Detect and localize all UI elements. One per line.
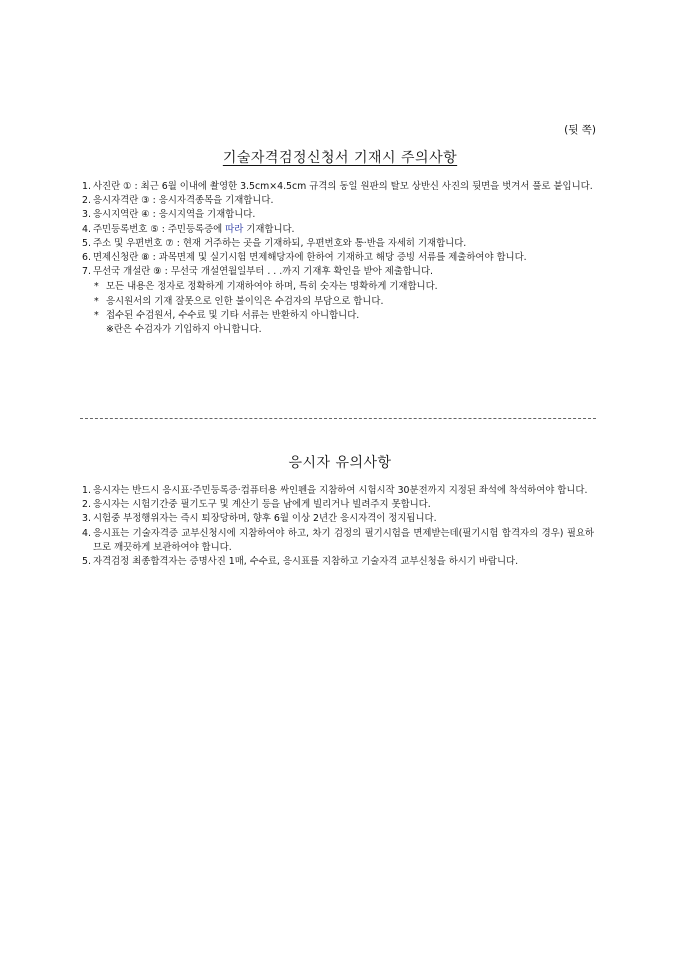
asterisk-mark: * xyxy=(94,281,99,293)
note-text: 모든 내용은 정자로 정확하게 기재하여야 하며, 특히 숫자는 명확하게 기재합니다. xyxy=(106,281,438,293)
item-number: 4. xyxy=(82,223,91,235)
item-number: 2. xyxy=(82,499,91,511)
list-item xyxy=(82,555,594,569)
list-item xyxy=(82,180,594,194)
item-text: 응시자격란 ③ : 응시자격종목을 기재합니다. xyxy=(93,195,274,207)
section-title-text: 기술자격검정신청서 기재시 주의사항 xyxy=(222,150,458,166)
item-text: 면제신청란 ⑧ : 과목면제 및 실기시험 면제해당자에 한하여 기재하고 해당 증빙 서류를 제출하여야 합니다. xyxy=(93,252,527,264)
list-item xyxy=(82,484,594,498)
item-number: 3. xyxy=(82,209,91,221)
item-number: 4. xyxy=(82,527,91,539)
section-title-instructions xyxy=(0,147,680,167)
dashed-divider xyxy=(80,418,596,419)
item-number: 6. xyxy=(82,252,91,264)
list-item xyxy=(82,194,594,208)
list-item xyxy=(82,512,594,526)
examinee-notes-list xyxy=(82,484,594,569)
list-item xyxy=(82,251,594,265)
note-item xyxy=(94,280,594,294)
page-reference: (뒷 쪽) xyxy=(564,124,596,136)
item-text: 무선국 개설란 ⑨ : 무선국 개설연월일부터 . . .까지 기재후 확인을 받아 제출합니다. xyxy=(93,266,433,278)
item-text: 사진란 ① : 최근 6월 이내에 촬영한 3.5cm×4.5cm 규격의 동일 원판의 탈모 상반신 사진의 뒷면을 벗겨서 풀로 붙입니다. xyxy=(93,181,593,192)
note-item xyxy=(94,295,594,309)
asterisk-mark: * xyxy=(94,295,99,307)
notes-block xyxy=(82,280,594,337)
item-number: 7. xyxy=(82,266,91,278)
item-number: 5. xyxy=(82,556,91,568)
item-number: 5. xyxy=(82,237,91,249)
item-text: 응시지역란 ④ : 응시지역을 기재합니다. xyxy=(93,209,256,221)
item-text-post: 기재합니다. xyxy=(243,223,295,235)
item-text: 응시자는 시험기간중 필기도구 및 계산기 등을 남에게 빌리거나 빌려주지 못합니다. xyxy=(93,499,431,511)
item-text: 응시자는 반드시 응시표·주민등록증·컴퓨터용 싸인펜을 지참하여 시험시작 30분전까지 지정된 좌석에 착석하여야 합니다. xyxy=(93,485,588,496)
list-item xyxy=(82,223,594,237)
list-item xyxy=(82,527,594,555)
footnote-text: ※란은 수검자가 기입하지 아니합니다. xyxy=(106,324,262,336)
instructions-list xyxy=(82,180,594,337)
note-item xyxy=(94,309,594,323)
list-item xyxy=(82,237,594,251)
highlighted-word: 따라 xyxy=(225,223,244,235)
item-number: 2. xyxy=(82,195,91,207)
item-number: 1. xyxy=(82,485,91,496)
footnote xyxy=(94,323,594,337)
list-item xyxy=(82,265,594,279)
item-text: 자격검정 최종합격자는 증명사진 1매, 수수료, 응시표를 지참하고 기술자격 교부신청을 하시기 바랍니다. xyxy=(93,556,519,568)
item-number: 1. xyxy=(82,181,91,192)
note-text: 접수된 수검원서, 수수료 및 기타 서류는 반환하지 아니합니다. xyxy=(106,309,360,321)
item-text: 응시표는 기술자격증 교부신청시에 지참하여야 하고, 차기 검정의 필기시험을 면제받는데(필기시험 합격자의 경우) 필요하므로 깨끗하게 보관하여야 합니다. xyxy=(93,527,594,553)
section-title-examinee-notes xyxy=(0,452,680,472)
note-text: 응시원서의 기재 잘못으로 인한 불이익은 수검자의 부담으로 합니다. xyxy=(106,295,384,307)
asterisk-mark: * xyxy=(94,309,99,321)
item-text-pre: 주민등록번호 ⑤ : 주민등록증에 xyxy=(93,223,226,235)
list-item xyxy=(82,498,594,512)
list-item xyxy=(82,208,594,222)
item-text: 주소 및 우편번호 ⑦ : 현재 거주하는 곳을 기재하되, 우편번호와 통·반을 자세히 기재합니다. xyxy=(93,237,467,249)
item-text xyxy=(93,223,594,237)
item-text: 시험중 부정행위자는 즉시 퇴장당하며, 향후 6월 이상 2년간 응시자격이 정지됩니다. xyxy=(93,513,437,525)
item-number: 3. xyxy=(82,513,91,525)
section-title-text: 응시자 유의사항 xyxy=(288,455,392,471)
